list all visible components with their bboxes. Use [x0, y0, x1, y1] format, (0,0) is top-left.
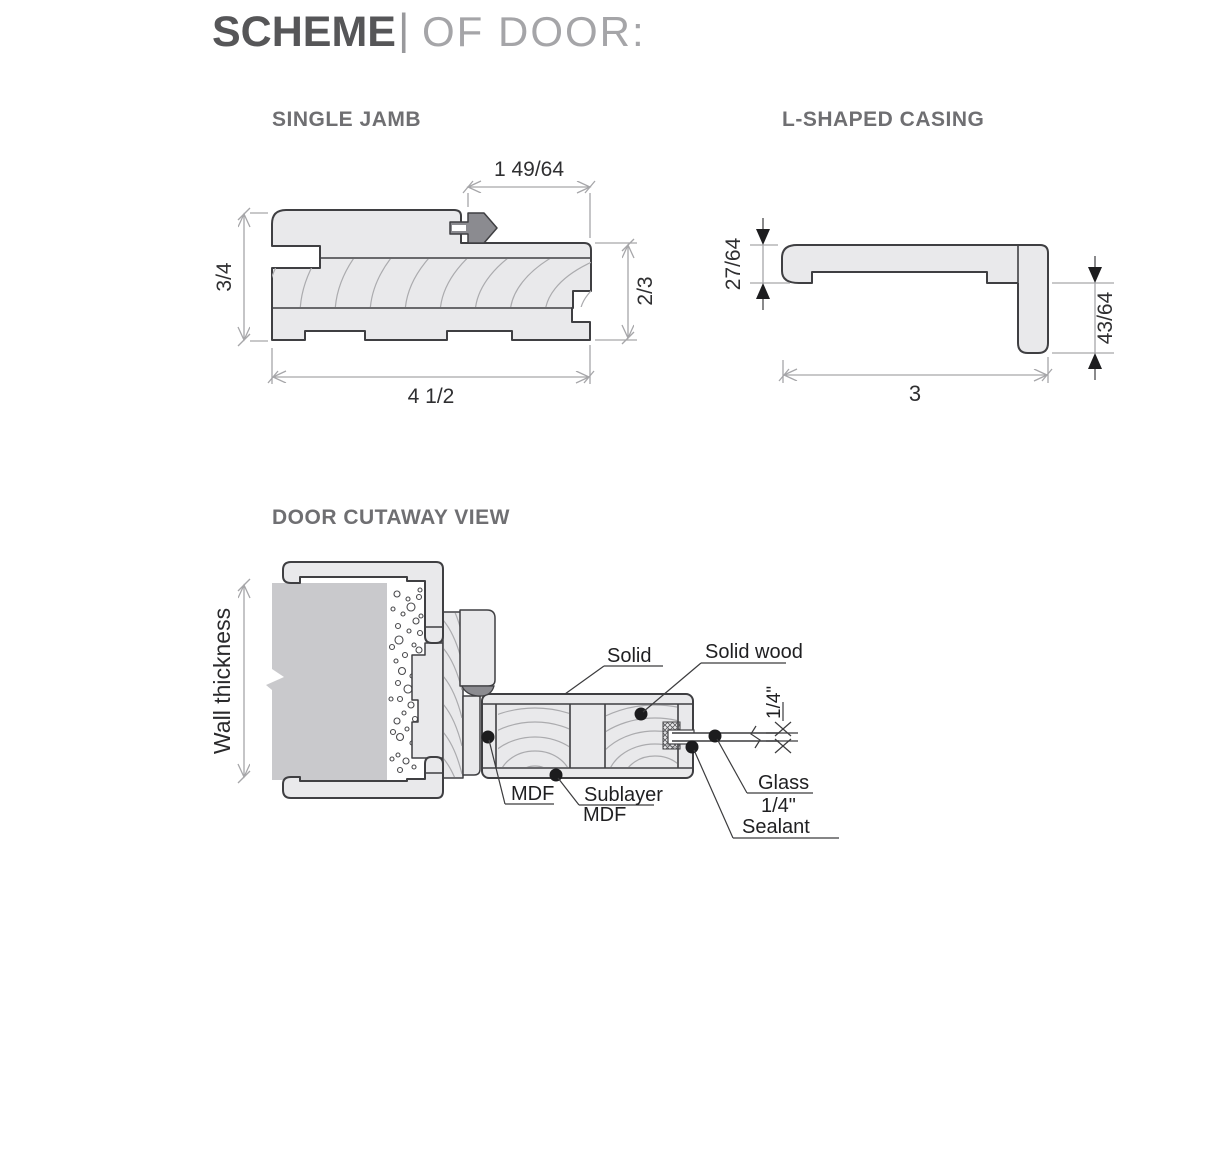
label-sublayer [558, 778, 663, 826]
mdf-dot [482, 731, 495, 744]
label-glass [717, 739, 813, 817]
jamb-back-strip [412, 643, 443, 758]
cutaway-heading: DOOR CUTAWAY VIEW [272, 506, 510, 529]
door-slab-outline [482, 694, 693, 778]
title-primary: SCHEME [212, 8, 396, 56]
wall-thickness-label: Wall thickness [209, 607, 235, 755]
single-jamb-profile [272, 210, 591, 340]
l-casing-diagram [722, 108, 1117, 406]
sealant-dot [686, 741, 699, 754]
l-casing-heading: L-SHAPED CASING [782, 108, 985, 131]
l-casing-dim-left-value: 27/64 [722, 237, 745, 291]
label-sealant [694, 750, 839, 838]
wall-thickness-dim [209, 579, 250, 783]
solid-wood-label: Solid wood [705, 641, 803, 663]
l-casing-dim-bottom-value: 3 [908, 381, 922, 406]
jamb-dim-bottom-value: 4 1/2 [407, 385, 455, 408]
glass-label-line1: Glass [758, 772, 810, 794]
jamb-dim-top-value: 1 49/64 [493, 158, 565, 181]
single-jamb-diagram [213, 103, 1115, 527]
glass-gap-dim [764, 686, 798, 753]
l-casing-dim-bottom [779, 357, 1052, 406]
jamb-dim-left [213, 208, 268, 346]
sealant-label: Sealant [742, 816, 810, 838]
single-jamb-heading: SINGLE JAMB [272, 108, 422, 131]
l-casing-dim-right [1052, 256, 1117, 380]
l-casing-dim-right-value: 43/64 [1094, 291, 1117, 345]
jamb-dim-right [595, 239, 657, 344]
jamb-dim-right-value: 2/3 [634, 276, 657, 306]
page-title [212, 5, 646, 56]
wall-section [266, 583, 387, 780]
sublayer-label-line2: MDF [583, 804, 627, 826]
title-secondary: OF DOOR: [422, 8, 646, 55]
mdf-label: MDF [511, 783, 555, 805]
label-solid [565, 645, 663, 694]
doorstop [460, 610, 495, 686]
title-divider: | [398, 5, 410, 54]
sublayer-dot [550, 769, 563, 782]
jamb-dim-bottom [268, 345, 594, 408]
glass-label-line2: 1/4" [761, 795, 796, 817]
l-casing-profile [782, 245, 1048, 353]
sublayer-label-line1: Sublayer [584, 784, 663, 806]
glass-gap-label: 1/4" [764, 685, 785, 719]
solid-label: Solid [607, 645, 652, 667]
jamb-dim-left-value: 3/4 [213, 262, 236, 292]
door-cutaway-diagram [209, 506, 839, 881]
glass-dot [709, 730, 722, 743]
l-casing-dim-left [722, 218, 790, 310]
